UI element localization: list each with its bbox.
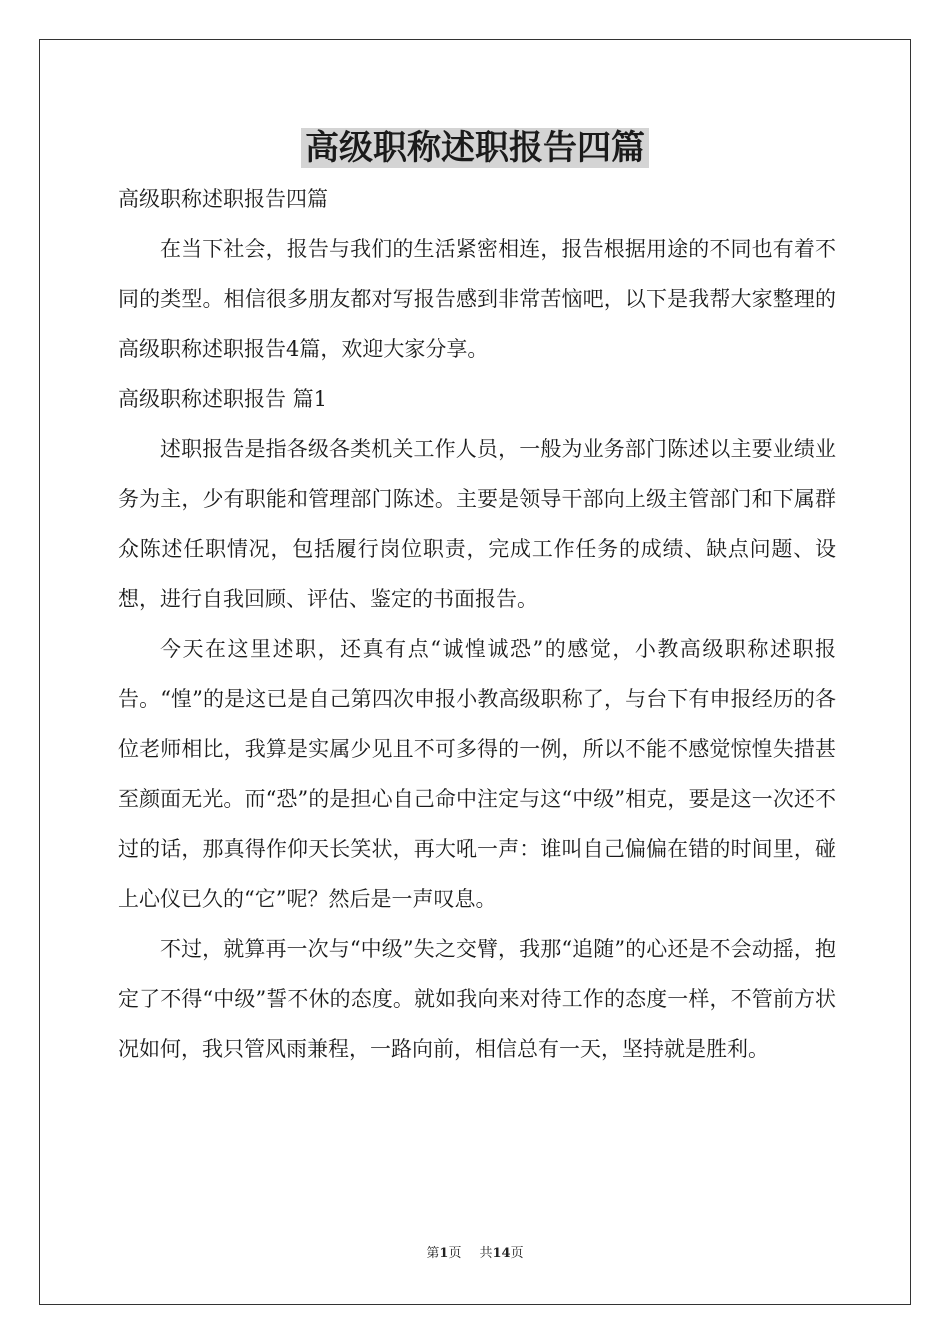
document-body bbox=[118, 174, 836, 1074]
page-number: 1 bbox=[439, 1246, 449, 1261]
document-title bbox=[0, 124, 950, 172]
page-prefix: 第 bbox=[426, 1246, 440, 1261]
paragraph-body-1: 今天在这里述职，还真有点“诚惶诚恐”的感觉，小教高级职称述职报告。“惶”的是这已是自己第四次申报小教高级职称了，与台下有申报经历的各位老师相比，我算是实属少见且不可多得的一例，所以不能不感觉惊惶失措甚至颜面无光。而“恐”的是担心自己命中注定与这“中级”相克，要是这一次还不过的话，那真得作仰天长笑状，再大吼一声：谁叫自己偏偏在错的时间里，碰上心仪已久的“它”呢？然后是一声叹息。 bbox=[118, 637, 836, 911]
paragraph-intro: 在当下社会，报告与我们的生活紧密相连，报告根据用途的不同也有着不同的类型。相信很多朋友都对写报告感到非常苦恼吧，以下是我帮大家整理的高级职称述职报告4篇，欢迎大家分享。 bbox=[118, 237, 836, 361]
document-title-text: 高级职称述职报告四篇 bbox=[301, 128, 649, 168]
page-footer bbox=[0, 1244, 950, 1264]
paragraph-body-2: 不过，就算再一次与“中级”失之交臂，我那“追随”的心还是不会动摇，抱定了不得“中级”誓不休的态度。就如我向来对待工作的态度一样，不管前方状况如何，我只管风雨兼程，一路向前，相信总有一天，坚持就是胜利。 bbox=[118, 937, 836, 1061]
total-suffix: 页 bbox=[510, 1246, 524, 1261]
paragraph-definition: 述职报告是指各级各类机关工作人员，一般为业务部门陈述以主要业绩业务为主，少有职能和管理部门陈述。主要是领导干部向上级主管部门和下属群众陈述任职情况，包括履行岗位职责，完成工作任务的成绩、缺点问题、设想，进行自我回顾、评估、鉴定的书面报告。 bbox=[118, 437, 836, 611]
page-suffix: 页 bbox=[448, 1246, 462, 1261]
section-heading: 高级职称述职报告 篇1 bbox=[118, 387, 328, 411]
total-pages: 14 bbox=[492, 1246, 511, 1261]
total-prefix: 共 bbox=[479, 1246, 493, 1261]
paragraph-subtitle: 高级职称述职报告四篇 bbox=[118, 187, 328, 211]
